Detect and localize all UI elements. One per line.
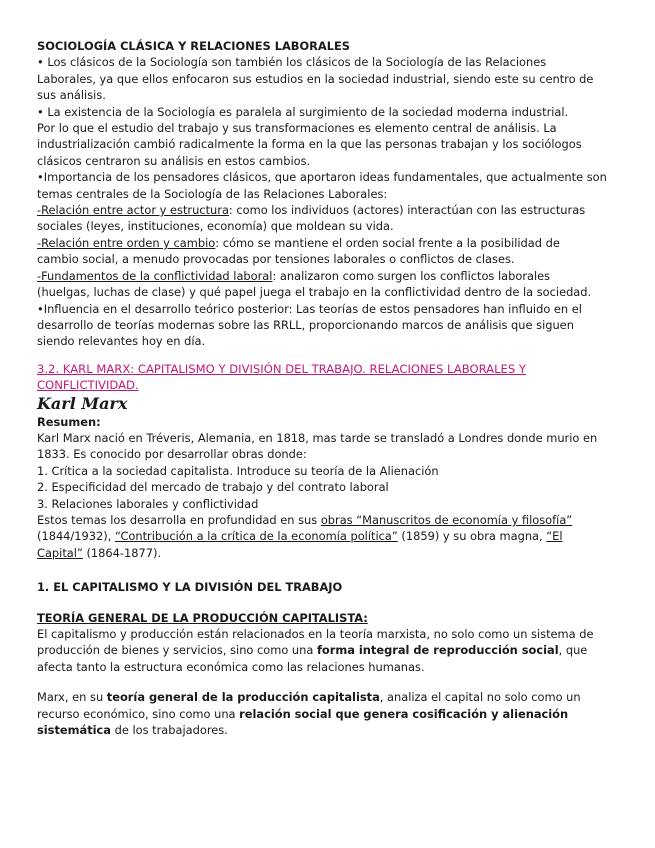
text-span: recurso económico, sino como una <box>37 706 240 721</box>
obras-line <box>37 512 615 528</box>
work-title: “El <box>546 529 563 544</box>
text-span: Marx, en su <box>37 690 107 705</box>
paragraph-line: Karl Marx nació en Tréveris, Alemania, en 1818, mas tarde se transladó a Londres donde murio en <box>37 430 598 445</box>
work-title: Capital” <box>37 545 83 560</box>
heading-teoria: TEORÍA GENERAL DE LA PRODUCCIÓN CAPITALISTA: <box>37 610 368 625</box>
paragraph-line: sociales (leyes, instituciones, economía) que moldean su vida. <box>37 219 394 234</box>
relation-label: -Relación entre actor y estructura <box>37 203 229 218</box>
paragraph-line: •Influencia en el desarrollo teórico posterior: Las teorías de estos pensadores han influido en el <box>37 301 582 316</box>
text-span: , analiza el capital no solo como un <box>379 690 581 705</box>
emphasis: sistemática <box>37 723 111 738</box>
list-item: 3. Relaciones laborales y conflictividad <box>37 496 259 511</box>
paragraph-line: temas centrales de la Sociología de las Relaciones Laborales: <box>37 186 388 201</box>
section-heading-line: 3.2. KARL MARX: CAPITALISMO Y DIVISIÓN DEL TRABAJO. RELACIONES LABORALES Y <box>37 361 526 376</box>
relation-actor-structure <box>37 202 615 218</box>
paragraph-line: • La existencia de la Sociología es paralela al surgimiento de la sociedad moderna industrial. <box>37 104 569 119</box>
text-span: producción de bienes y servicios, sino como una <box>37 643 317 658</box>
relation-text: : analizaron como surgen los conflictos laborales <box>272 268 551 283</box>
text-span: de los trabajadores. <box>110 723 228 738</box>
paragraph-line: afecta tanto la estructura económica como las relaciones humanas. <box>37 659 425 674</box>
text-span: Estos temas los desarrolla en profundidad en sus <box>37 512 321 527</box>
paragraph-line <box>37 642 615 658</box>
paragraph-line: •Importancia de los pensadores clásicos, que aportaron ideas fundamentales, que actualmente son <box>37 170 607 185</box>
work-title: obras “Manuscritos de economía y filosofía” <box>320 512 573 527</box>
section-heading-line: CONFLICTIVIDAD. <box>37 378 139 393</box>
text-span: , que <box>558 643 588 658</box>
heading-capitalismo: 1. EL CAPITALISMO Y LA DIVISIÓN DEL TRABAJO <box>37 580 343 595</box>
relation-text: : como los individuos (actores) interactúan con las estructuras <box>228 203 586 218</box>
paragraph-line: • Los clásicos de la Sociología son también los clásicos de la Sociología de las Relaciones <box>37 55 547 70</box>
paragraph-line: El capitalismo y producción están relacionados en la teoría marxista, no solo como un sistema de <box>37 627 594 641</box>
document-page <box>37 38 615 738</box>
emphasis: forma integral de reproducción social <box>316 643 559 658</box>
paragraph-line: clásicos centraron su análisis en estos cambios. <box>37 153 311 168</box>
paragraph-line: Laborales, ya que ellos enfocaron sus estudios en la sociedad industrial, siendo este su centro de <box>37 71 594 86</box>
paragraph-line <box>37 689 615 705</box>
text-span: (1844/1932), <box>37 529 115 544</box>
emphasis: teoría general de la producción capitalista <box>106 690 380 705</box>
paragraph-line: sus análisis. <box>37 88 106 103</box>
author-name: Karl Marx <box>37 393 128 413</box>
paragraph-line: industrialización cambió radicalmente la forma en la que las personas trabajan y los sociólogos <box>37 137 582 152</box>
section-heading-3-2 <box>37 361 615 394</box>
obras-line <box>37 528 615 544</box>
paragraph-line <box>37 706 615 722</box>
text-span: (1864-1877). <box>82 545 162 560</box>
relation-text: : cómo se mantiene el orden social frente a la posibilidad de <box>215 235 560 250</box>
paragraph-line: (huelgas, luchas de clase) y qué papel juega el trabajo en la conflictividad dentro de la sociedad. <box>37 285 592 300</box>
list-item: 1. Crítica a la sociedad capitalista. Introduce su teoría de la Alienación <box>37 463 439 478</box>
relation-label: -Fundamentos de la conflictividad laboral <box>37 268 273 283</box>
resumen-label: Resumen: <box>37 414 101 429</box>
list-item: 2. Especificidad del mercado de trabajo y del contrato laboral <box>37 480 389 495</box>
relation-label: -Relación entre orden y cambio <box>37 235 216 250</box>
paragraph-line: 1833. Es conocido por desarrollar obras donde: <box>37 447 307 462</box>
paragraph-line: desarrollo de teorías modernas sobre las RRLL, proporcionando marcos de análisis que siguen <box>37 317 574 332</box>
work-title: “Contribución a la crítica de la economía política” <box>114 529 398 544</box>
relation-conflict <box>37 268 615 284</box>
paragraph-line: siendo relevantes hoy en día. <box>37 334 206 349</box>
heading-sociologia: SOCIOLOGÍA CLÁSICA Y RELACIONES LABORALES <box>37 39 350 53</box>
paragraph-line: Por lo que el estudio del trabajo y sus transformaciones es elemento central de análisis. La <box>37 121 557 136</box>
obras-line <box>37 545 615 561</box>
paragraph-line <box>37 722 615 738</box>
text-span: (1859) y su obra magna, <box>397 529 547 544</box>
relation-order-change <box>37 235 615 251</box>
emphasis: relación social que genera cosificación y alienación <box>239 706 569 721</box>
paragraph-line: cambio social, a menudo provocadas por tensiones laborales o conflictos de clases. <box>37 252 515 267</box>
